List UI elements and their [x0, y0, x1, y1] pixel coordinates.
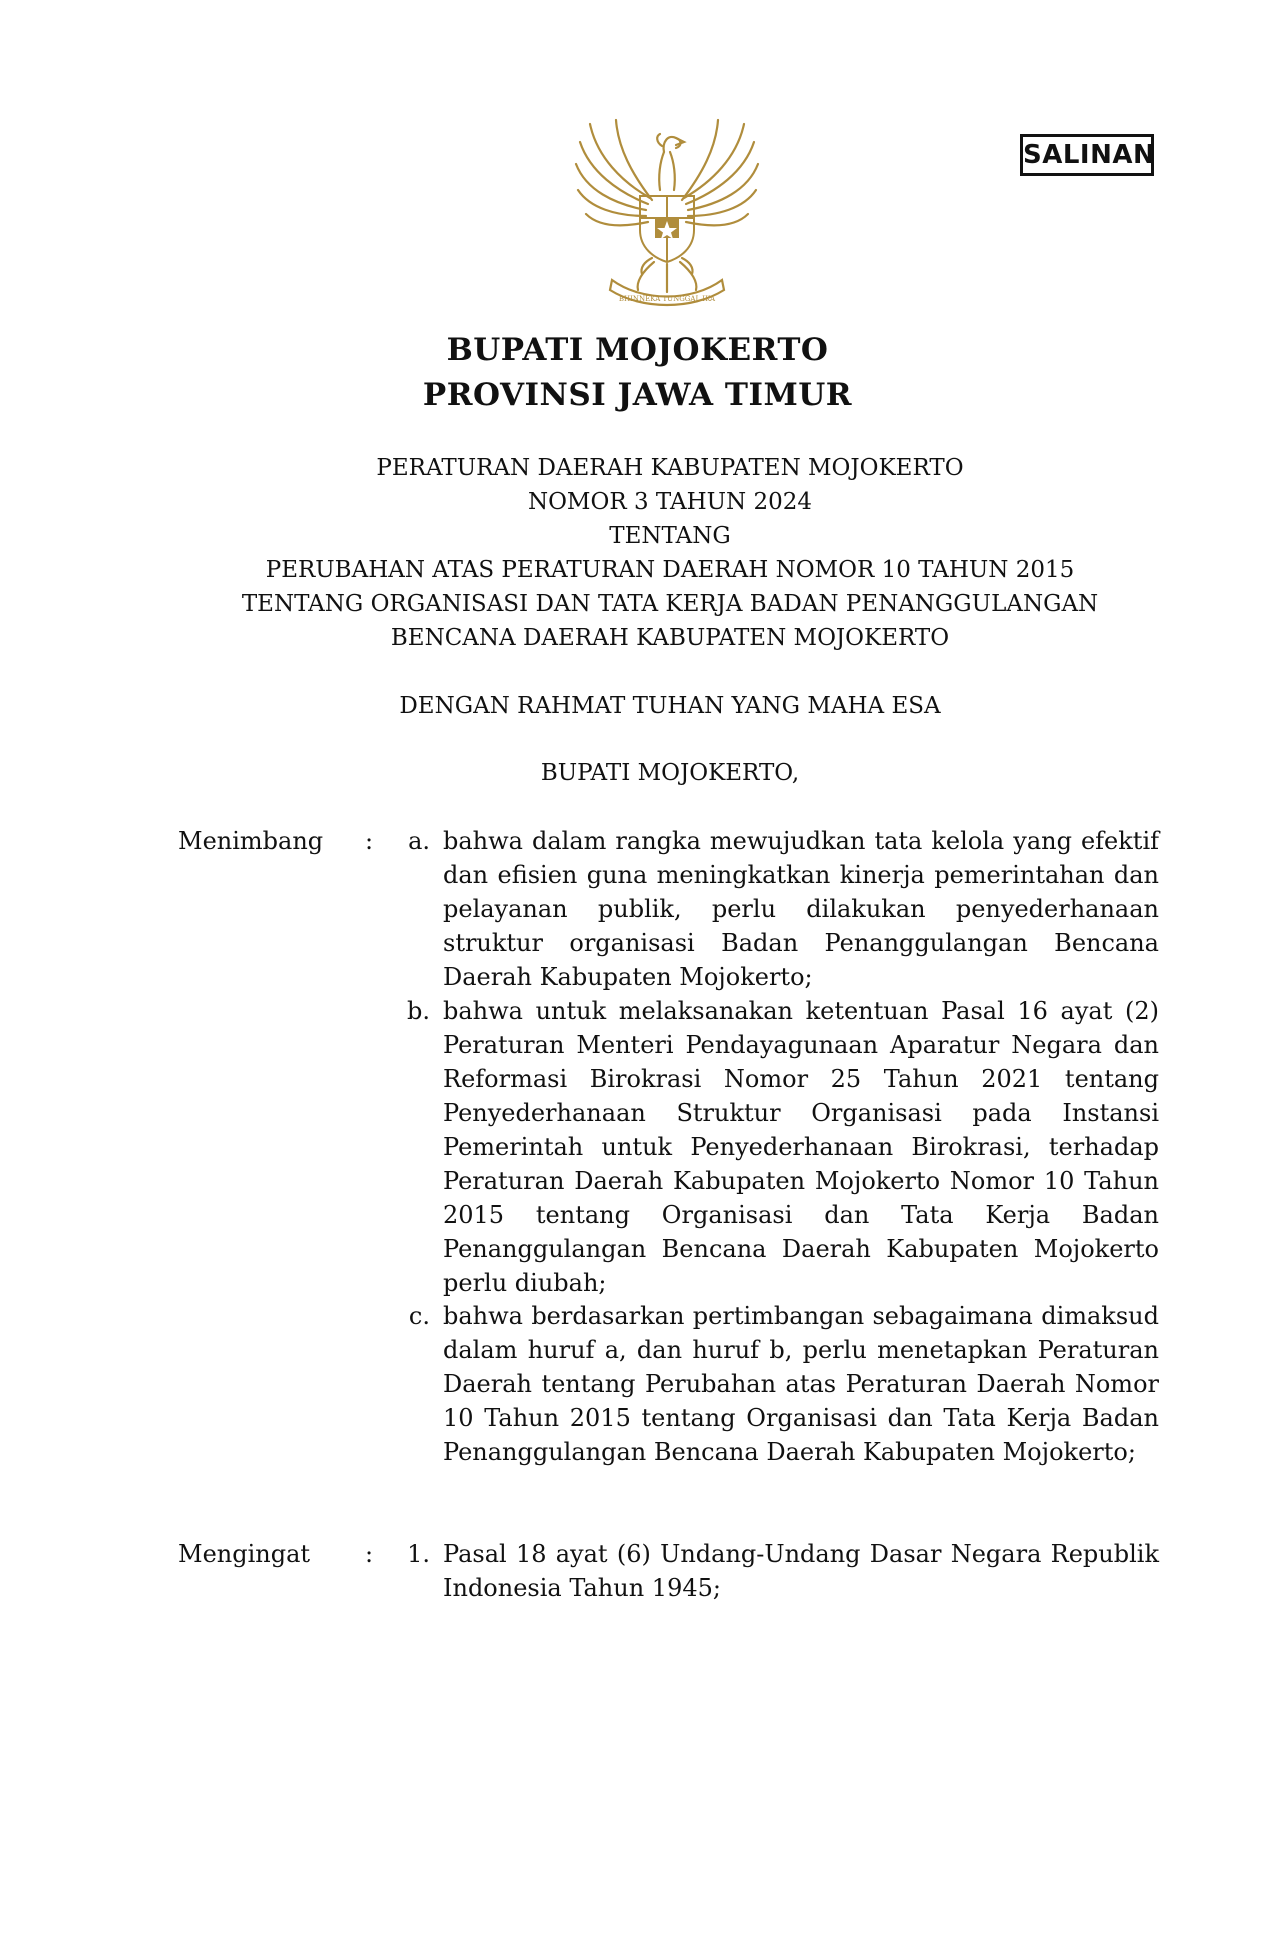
- authority: BUPATI MOJOKERTO,: [540, 760, 800, 786]
- invocation: DENGAN RAHMAT TUHAN YANG MAHA ESA: [399, 693, 941, 719]
- mengingat-item-1-text: Pasal 18 ayat (6) Undang-Undang Dasar Negara Republik Indonesia Tahun 1945;: [443, 1540, 1159, 1602]
- menimbang-item-b-text: bahwa untuk melaksanakan ketentuan Pasal 16 ayat (2) Peraturan Menteri Pendayagunaan Aparatur Negara dan Reformasi Birokrasi Nomor 25 Tahun 2021 tentang Penyederhanaan Struktur Organisasi pada Instansi Pemerintah untuk Penyederhanaan Birokrasi, terhadap Peraturan Daerah Kabupaten Mojokerto Nomor 10 Tahun 2015 tentang Organisasi dan Tata Kerja Badan Penanggulangan Bencana Daerah Kabupaten Mojokerto perlu diubah;: [443, 997, 1159, 1297]
- title-subject-line-2: TENTANG ORGANISASI DAN TATA KERJA BADAN PENANGGULANGAN: [241, 591, 1099, 617]
- header-regent: BUPATI MOJOKERTO: [446, 332, 829, 368]
- menimbang-item-c-mark: c.: [408, 1302, 430, 1330]
- title-subject-line-1: PERUBAHAN ATAS PERATURAN DAERAH NOMOR 10 TAHUN 2015: [265, 557, 1075, 583]
- menimbang-label: Menimbang: [178, 827, 324, 855]
- mengingat-item-1-mark: 1.: [407, 1540, 430, 1568]
- garuda-emblem-icon: [572, 112, 762, 310]
- salinan-stamp: SALINAN: [1020, 134, 1154, 176]
- menimbang-item-b-mark: b.: [407, 997, 430, 1025]
- menimbang-item-a-text: bahwa dalam rangka mewujudkan tata kelola yang efektif dan efisien guna meningkatkan kinerja pemerintahan dan pelayanan publik, perlu dilakukan penyederhanaan struktur organisasi Badan Penanggulangan Bencana Daerah Kabupaten Mojokerto;: [443, 827, 1159, 991]
- mengingat-label: Mengingat: [178, 1540, 311, 1568]
- menimbang-colon: :: [365, 827, 374, 855]
- title-subject-line-3: BENCANA DAERAH KABUPATEN MOJOKERTO: [390, 625, 950, 651]
- menimbang-item-a-mark: a.: [408, 827, 430, 855]
- emblem-motto: BHINNEKA TUNGGAL IKA: [618, 295, 716, 303]
- title-regulation: PERATURAN DAERAH KABUPATEN MOJOKERTO: [376, 455, 964, 481]
- menimbang-item-c-text: bahwa berdasarkan pertimbangan sebagaimana dimaksud dalam huruf a, dan huruf b, perlu menetapkan Peraturan Daerah tentang Perubahan atas Peraturan Daerah Nomor 10 Tahun 2015 tentang Organisasi dan Tata Kerja Badan Penanggulangan Bencana Daerah Kabupaten Mojokerto;: [443, 1302, 1159, 1466]
- header-province: PROVINSI JAWA TIMUR: [422, 377, 853, 413]
- mengingat-colon: :: [365, 1540, 374, 1568]
- title-about: TENTANG: [609, 523, 731, 549]
- title-number: NOMOR 3 TAHUN 2024: [527, 489, 813, 515]
